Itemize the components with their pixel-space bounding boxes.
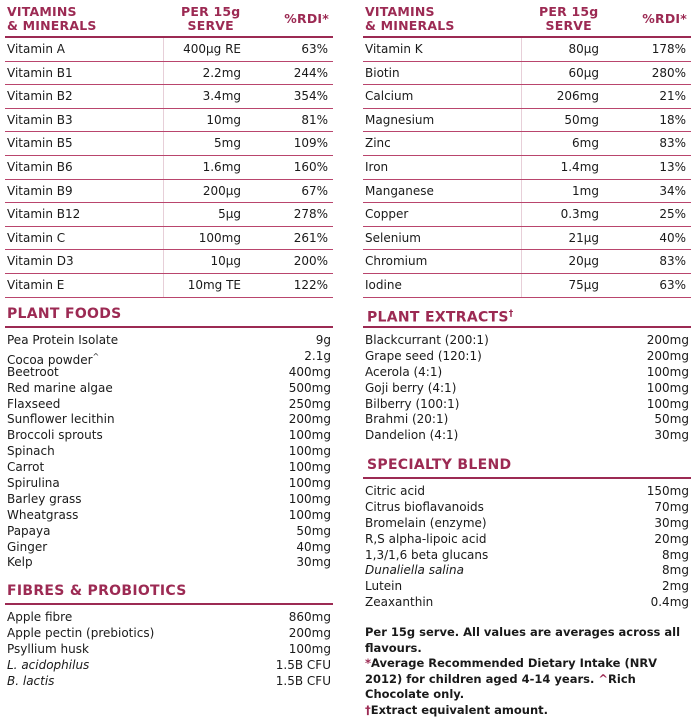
column-divider: [163, 85, 164, 108]
amount-per-serve: 10mg: [206, 114, 241, 127]
ingredient-amount: 100mg: [289, 508, 331, 524]
ingredient-amount: 9g: [316, 333, 331, 349]
plant-foods-rule: [5, 326, 333, 328]
fibres-list: [5, 610, 333, 689]
ingredient-name-text: R,S alpha-lipoic acid: [365, 532, 486, 546]
list-item: [5, 428, 333, 444]
column-divider: [521, 132, 522, 155]
rdi-percent: 25%: [659, 208, 686, 221]
table-row: [5, 85, 333, 109]
column-divider: [521, 250, 522, 273]
amount-per-serve: 400µg RE: [183, 43, 241, 56]
ingredient-name: [365, 484, 425, 500]
ingredient-name: [7, 508, 78, 524]
table-row: [5, 274, 333, 298]
rdi-percent: 83%: [659, 137, 686, 150]
rdi-percent: 67%: [301, 185, 328, 198]
ingredient-name-text: B. lactis: [7, 674, 54, 688]
amount-per-serve: 100mg: [199, 232, 241, 245]
ingredient-amount: 8mg: [662, 563, 689, 579]
list-item: [363, 412, 691, 428]
ingredient-amount: 100mg: [289, 460, 331, 476]
nutrient-name: Magnesium: [365, 114, 434, 127]
vitamins-table-header: [5, 0, 333, 38]
ingredient-name: [7, 642, 89, 658]
table-row: [5, 250, 333, 274]
rdi-percent: 40%: [659, 232, 686, 245]
list-item: [363, 548, 691, 564]
list-item: [5, 476, 333, 492]
ingredient-name: [365, 333, 489, 349]
table-row: [363, 180, 691, 204]
list-item: [363, 397, 691, 413]
amount-per-serve: 1mg: [572, 185, 599, 198]
table-row: [363, 156, 691, 180]
amount-per-serve: 50mg: [564, 114, 599, 127]
vitamins-column: [5, 0, 333, 298]
fibres-title: FIBRES & PROBIOTICS: [7, 583, 187, 599]
specialty-blend-title: SPECIALTY BLEND: [367, 457, 511, 473]
ingredient-amount: 200mg: [647, 333, 689, 349]
ingredient-name: [7, 658, 89, 674]
amount-per-serve: 206mg: [557, 90, 599, 103]
ingredient-amount: 100mg: [647, 381, 689, 397]
header-per-serve: PER 15g SERVE: [539, 5, 598, 33]
ingredient-name: [7, 555, 33, 571]
ingredient-amount: 200mg: [647, 349, 689, 365]
amount-per-serve: 5µg: [218, 208, 241, 221]
ingredient-amount: 100mg: [289, 428, 331, 444]
ingredient-name-text: Zeaxanthin: [365, 595, 433, 609]
list-item: [363, 532, 691, 548]
amount-per-serve: 75µg: [568, 279, 599, 292]
list-item: [5, 540, 333, 556]
rdi-percent: 160%: [294, 161, 328, 174]
specialty-blend-list: [363, 484, 691, 611]
ingredient-name: [7, 540, 47, 556]
rdi-percent: 63%: [659, 279, 686, 292]
ingredient-amount: 150mg: [647, 484, 689, 500]
ingredient-name-text: Psyllium husk: [7, 642, 89, 656]
ingredient-name: [7, 492, 82, 508]
ingredient-amount: 40mg: [296, 540, 331, 556]
plant-extracts-list: [363, 333, 691, 444]
ingredient-amount: 30mg: [654, 428, 689, 444]
list-item: [5, 508, 333, 524]
asterisk-mark: *: [365, 656, 371, 670]
table-row: [363, 38, 691, 62]
list-item: [5, 492, 333, 508]
minerals-table-header: [363, 0, 691, 38]
ingredient-amount: 1.5B CFU: [276, 658, 331, 674]
rdi-percent: 244%: [294, 67, 328, 80]
table-row: [363, 250, 691, 274]
list-item: [5, 365, 333, 381]
table-row: [5, 203, 333, 227]
table-row: [5, 180, 333, 204]
ingredient-name: [365, 595, 433, 611]
header-vitamins-minerals: VITAMINS & MINERALS: [7, 5, 97, 33]
column-divider: [163, 180, 164, 203]
amount-per-serve: 21µg: [568, 232, 599, 245]
column-divider: [521, 180, 522, 203]
vitamins-table-body: [5, 38, 333, 298]
ingredient-name: [365, 532, 486, 548]
ingredient-amount: 100mg: [289, 444, 331, 460]
ingredient-name: [365, 563, 464, 579]
rdi-percent: 21%: [659, 90, 686, 103]
ingredient-amount: 2mg: [662, 579, 689, 595]
rdi-percent: 261%: [294, 232, 328, 245]
ingredient-name: [7, 476, 60, 492]
list-item: [5, 381, 333, 397]
amount-per-serve: 200µg: [203, 185, 241, 198]
header-rdi: %RDI*: [642, 12, 687, 26]
ingredient-name-text: Apple fibre: [7, 610, 72, 624]
header-vitamins-minerals: VITAMINS & MINERALS: [365, 5, 455, 33]
amount-per-serve: 6mg: [572, 137, 599, 150]
ingredient-amount: 200mg: [289, 412, 331, 428]
list-item: [363, 563, 691, 579]
nutrient-name: Vitamin C: [7, 232, 65, 245]
footnote-extract: [365, 703, 695, 718]
ingredient-name-text: Broccoli sprouts: [7, 428, 103, 442]
amount-per-serve: 60µg: [568, 67, 599, 80]
specialty-blend-rule: [363, 477, 691, 479]
ingredient-name-text: Beetroot: [7, 365, 59, 379]
nutrient-name: Vitamin K: [365, 43, 423, 56]
ingredient-name: [7, 381, 113, 397]
ingredient-amount: 1.5B CFU: [276, 674, 331, 690]
nutrient-name: Vitamin B2: [7, 90, 73, 103]
list-item: [363, 349, 691, 365]
ingredient-amount: 100mg: [289, 476, 331, 492]
ingredient-amount: 20mg: [654, 532, 689, 548]
dagger-mark: †: [509, 309, 514, 319]
table-row: [363, 62, 691, 86]
footnote-extract-text: Extract equivalent amount.: [371, 703, 548, 717]
ingredient-name-text: Barley grass: [7, 492, 82, 506]
column-divider: [163, 62, 164, 85]
column-divider: [521, 38, 522, 61]
ingredient-name: [7, 412, 115, 428]
amount-per-serve: 1.6mg: [203, 161, 241, 174]
ingredient-name-text: Red marine algae: [7, 381, 113, 395]
plant-foods-title: PLANT FOODS: [7, 306, 122, 322]
amount-per-serve: 80µg: [568, 43, 599, 56]
nutrient-name: Vitamin B1: [7, 67, 73, 80]
list-item: [5, 444, 333, 460]
list-item: [5, 524, 333, 540]
ingredient-name: [7, 333, 118, 349]
ingredient-amount: 70mg: [654, 500, 689, 516]
ingredient-name-text: Spirulina: [7, 476, 60, 490]
ingredient-name: [365, 349, 482, 365]
nutrient-name: Vitamin E: [7, 279, 64, 292]
rdi-percent: 109%: [294, 137, 328, 150]
nutrient-name: Vitamin B9: [7, 185, 73, 198]
ingredient-name-text: Bilberry (100:1): [365, 397, 459, 411]
column-divider: [521, 203, 522, 226]
column-divider: [521, 85, 522, 108]
list-item: [5, 610, 333, 626]
ingredient-name-text: Papaya: [7, 524, 50, 538]
footnote-rdi-text: Average Recommended Dietary Intake (NRV 2012) for children aged 4-14 years.: [365, 656, 657, 686]
table-row: [363, 85, 691, 109]
ingredient-name-text: Cocoa powder: [7, 353, 93, 367]
amount-per-serve: 5mg: [214, 137, 241, 150]
rdi-percent: 81%: [301, 114, 328, 127]
header-rdi: %RDI*: [284, 12, 329, 26]
column-divider: [163, 274, 164, 297]
footnote-mark: ^: [93, 352, 100, 361]
amount-per-serve: 2.2mg: [203, 67, 241, 80]
ingredient-name-text: Sunflower lecithin: [7, 412, 115, 426]
ingredient-name: [365, 516, 487, 532]
ingredient-amount: 50mg: [654, 412, 689, 428]
nutrient-name: Vitamin B5: [7, 137, 73, 150]
nutrient-name: Selenium: [365, 232, 421, 245]
ingredient-name-text: Dunaliella salina: [365, 563, 464, 577]
footnotes: [365, 625, 695, 718]
ingredient-name: [365, 381, 456, 397]
list-item: [5, 397, 333, 413]
column-divider: [521, 274, 522, 297]
plant-extracts-title: [367, 306, 514, 326]
ingredient-amount: 100mg: [289, 642, 331, 658]
ingredient-name-text: Wheatgrass: [7, 508, 78, 522]
ingredient-amount: 100mg: [647, 397, 689, 413]
rdi-percent: 122%: [294, 279, 328, 292]
nutrient-name: Chromium: [365, 255, 427, 268]
ingredient-name: [365, 500, 484, 516]
ingredient-name: [7, 674, 54, 690]
ingredient-name-text: Ginger: [7, 540, 47, 554]
column-divider: [163, 38, 164, 61]
ingredient-name-text: Spinach: [7, 444, 55, 458]
nutrient-name: Zinc: [365, 137, 391, 150]
list-item: [363, 579, 691, 595]
amount-per-serve: 10mg TE: [188, 279, 241, 292]
column-divider: [163, 156, 164, 179]
column-divider: [163, 203, 164, 226]
table-row: [5, 132, 333, 156]
nutrient-name: Vitamin A: [7, 43, 65, 56]
ingredient-name-text: Carrot: [7, 460, 44, 474]
table-row: [363, 274, 691, 298]
table-row: [5, 109, 333, 133]
column-divider: [163, 227, 164, 250]
ingredient-name-text: Citrus bioflavanoids: [365, 500, 484, 514]
list-item: [5, 642, 333, 658]
table-row: [363, 203, 691, 227]
column-divider: [521, 156, 522, 179]
ingredient-amount: 500mg: [289, 381, 331, 397]
ingredient-amount: 0.4mg: [651, 595, 689, 611]
ingredient-name-text: L. acidophilus: [7, 658, 89, 672]
ingredient-amount: 400mg: [289, 365, 331, 381]
ingredient-name: [7, 397, 60, 413]
rdi-percent: 18%: [659, 114, 686, 127]
list-item: [5, 658, 333, 674]
list-item: [363, 516, 691, 532]
rdi-percent: 178%: [652, 43, 686, 56]
ingredient-name-text: Pea Protein Isolate: [7, 333, 118, 347]
dagger-mark: †: [365, 703, 371, 717]
list-item: [363, 500, 691, 516]
ingredient-name-text: Citric acid: [365, 484, 425, 498]
amount-per-serve: 3.4mg: [203, 90, 241, 103]
list-item: [363, 484, 691, 500]
table-row: [363, 227, 691, 251]
plant-extracts-rule: [363, 326, 691, 328]
ingredient-name-text: 1,3/1,6 beta glucans: [365, 548, 488, 562]
ingredient-amount: 860mg: [289, 610, 331, 626]
ingredient-name: [365, 579, 402, 595]
ingredient-name-text: Lutein: [365, 579, 402, 593]
ingredient-name: [7, 428, 103, 444]
minerals-column: [363, 0, 691, 298]
caret-mark: ^: [598, 672, 608, 686]
header-per-serve: PER 15g SERVE: [181, 5, 240, 33]
list-item: [5, 674, 333, 690]
nutrient-name: Copper: [365, 208, 408, 221]
list-item: [363, 381, 691, 397]
ingredient-amount: 30mg: [654, 516, 689, 532]
ingredient-name: [7, 626, 154, 642]
rdi-percent: 278%: [294, 208, 328, 221]
footnote-chocolate-text: Rich Chocolate only.: [365, 672, 636, 702]
amount-per-serve: 1.4mg: [561, 161, 599, 174]
nutrient-name: Biotin: [365, 67, 400, 80]
list-item: [5, 412, 333, 428]
ingredient-name-text: Grape seed (120:1): [365, 349, 482, 363]
ingredient-name: [7, 610, 72, 626]
rdi-percent: 34%: [659, 185, 686, 198]
nutrient-name: Vitamin B3: [7, 114, 73, 127]
fibres-rule: [5, 603, 333, 605]
rdi-percent: 83%: [659, 255, 686, 268]
nutrient-name: Vitamin B12: [7, 208, 80, 221]
rdi-percent: 280%: [652, 67, 686, 80]
ingredient-amount: 50mg: [296, 524, 331, 540]
list-item: [363, 333, 691, 349]
nutrient-name: Iodine: [365, 279, 402, 292]
ingredient-name-text: Brahmi (20:1): [365, 412, 448, 426]
list-item: [363, 365, 691, 381]
ingredient-name: [7, 365, 59, 381]
ingredient-name: [365, 412, 448, 428]
rdi-percent: 13%: [659, 161, 686, 174]
list-item: [363, 428, 691, 444]
rdi-percent: 354%: [294, 90, 328, 103]
minerals-table-body: [363, 38, 691, 298]
amount-per-serve: 0.3mg: [561, 208, 599, 221]
plant-extracts-title-text: PLANT EXTRACTS: [367, 310, 509, 326]
amount-per-serve: 10µg: [210, 255, 241, 268]
list-item: [5, 333, 333, 349]
table-row: [363, 132, 691, 156]
ingredient-name-text: Blackcurrant (200:1): [365, 333, 489, 347]
rdi-percent: 200%: [294, 255, 328, 268]
column-divider: [163, 132, 164, 155]
column-divider: [521, 62, 522, 85]
ingredient-name: [365, 397, 459, 413]
column-divider: [521, 227, 522, 250]
ingredient-name-text: Acerola (4:1): [365, 365, 442, 379]
nutrient-name: Manganese: [365, 185, 434, 198]
ingredient-name: [365, 548, 488, 564]
list-item: [5, 626, 333, 642]
list-item: [363, 595, 691, 611]
ingredient-name-text: Kelp: [7, 555, 33, 569]
column-divider: [163, 250, 164, 273]
nutrient-name: Iron: [365, 161, 388, 174]
ingredient-amount: 200mg: [289, 626, 331, 642]
list-item: [5, 460, 333, 476]
ingredient-name-text: Apple pectin (prebiotics): [7, 626, 154, 640]
ingredient-name-text: Dandelion (4:1): [365, 428, 458, 442]
list-item: [5, 555, 333, 571]
list-item: [5, 349, 333, 365]
table-row: [5, 62, 333, 86]
ingredient-amount: 100mg: [289, 492, 331, 508]
rdi-percent: 63%: [301, 43, 328, 56]
ingredient-name: [7, 460, 44, 476]
nutrient-name: Vitamin D3: [7, 255, 74, 268]
column-divider: [521, 109, 522, 132]
ingredient-name-text: Flaxseed: [7, 397, 60, 411]
ingredient-amount: 30mg: [296, 555, 331, 571]
amount-per-serve: 20µg: [568, 255, 599, 268]
ingredient-name-text: Goji berry (4:1): [365, 381, 456, 395]
table-row: [5, 156, 333, 180]
table-row: [5, 227, 333, 251]
ingredient-name-text: Bromelain (enzyme): [365, 516, 487, 530]
ingredient-amount: 250mg: [289, 397, 331, 413]
ingredient-name: [7, 444, 55, 460]
table-row: [363, 109, 691, 133]
footnote-serve: Per 15g serve. All values are averages across all flavours.: [365, 625, 695, 656]
nutrient-name: Calcium: [365, 90, 413, 103]
nutrient-name: Vitamin B6: [7, 161, 73, 174]
ingredient-amount: 100mg: [647, 365, 689, 381]
ingredient-amount: 8mg: [662, 548, 689, 564]
ingredient-name: [7, 524, 50, 540]
ingredient-name: [365, 428, 458, 444]
footnote-rdi: [365, 656, 695, 703]
ingredient-amount: 2.1g: [304, 349, 331, 365]
column-divider: [163, 109, 164, 132]
plant-foods-list: [5, 333, 333, 571]
ingredient-name: [365, 365, 442, 381]
table-row: [5, 38, 333, 62]
